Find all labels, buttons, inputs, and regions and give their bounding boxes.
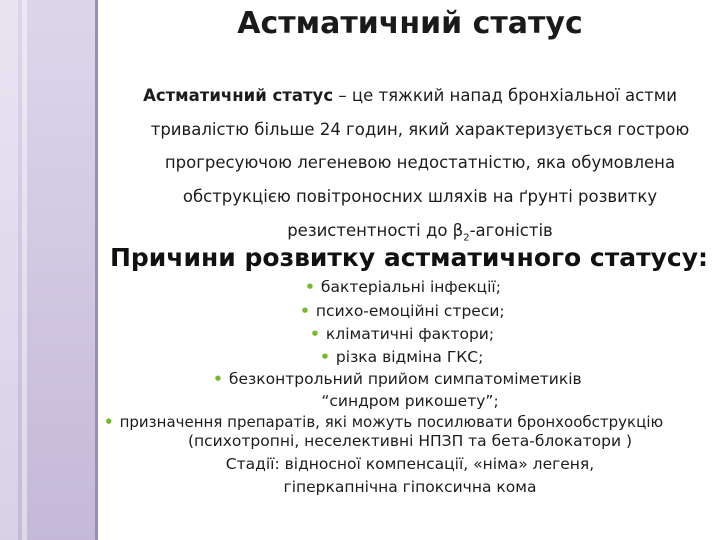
definition-text-5b: -агоністів — [469, 221, 553, 240]
bullet-icon: • — [213, 370, 223, 388]
cause-text-6: призначення препаратів, які можуть посилювати бронхообструкцію — [119, 413, 664, 431]
cause-item-5 — [213, 370, 582, 388]
bullet-icon: • — [320, 348, 330, 366]
cause-item-4 — [320, 348, 483, 366]
definition-line-4: обструкцією повітроносних шляхів на ґрунті розвитку — [182, 187, 658, 206]
cause-text-2: психо-емоційні стреси; — [315, 302, 505, 320]
slide-title: Астматичний статус — [237, 6, 583, 41]
bullet-icon: • — [310, 325, 320, 343]
definition-line-3: прогресуючою легеневою недостатністю, яка обумовлена — [164, 153, 676, 172]
cause-text-4: різка відміна ГКС; — [335, 348, 484, 366]
beta-subscript: 2 — [463, 232, 470, 244]
side-divider-line — [95, 0, 98, 540]
definition-line-1 — [110, 86, 710, 105]
stages-line-2: гіперкапнічна гіпоксична кома — [283, 478, 537, 496]
definition-term: Астматичний статус — [143, 86, 334, 105]
definition-line-5 — [110, 221, 720, 243]
definition-text-1: – це тяжкий напад бронхіальної астми — [333, 86, 677, 105]
definition-text-5a: резистентності до β — [287, 221, 464, 240]
cause-item-2 — [300, 302, 505, 320]
bullet-icon: • — [104, 413, 114, 431]
cause-text-5: безконтрольний прийом симпатоміметиків — [228, 370, 582, 388]
cause-item-6-continuation: (психотропні, неселективні НПЗП та бета-блокатори ) — [187, 432, 633, 450]
bullet-icon: • — [305, 278, 315, 296]
cause-item-6 — [104, 413, 663, 431]
cause-item-5-continuation: “синдром рикошету”; — [321, 392, 499, 410]
cause-item-3 — [310, 325, 494, 343]
bullet-icon: • — [300, 302, 310, 320]
cause-text-1: бактеріальні інфекції; — [320, 278, 501, 296]
definition-line-2: тривалістю більше 24 годин, який характеризується гострою — [150, 120, 690, 139]
cause-text-3: кліматичні фактори; — [325, 325, 495, 343]
decorative-side-band — [0, 0, 95, 540]
causes-heading: Причини розвитку астматичного статусу: — [109, 243, 709, 272]
cause-item-1 — [305, 278, 501, 296]
stages-line-1: Стадії: відносної компенсації, «німа» легеня, — [225, 455, 595, 473]
